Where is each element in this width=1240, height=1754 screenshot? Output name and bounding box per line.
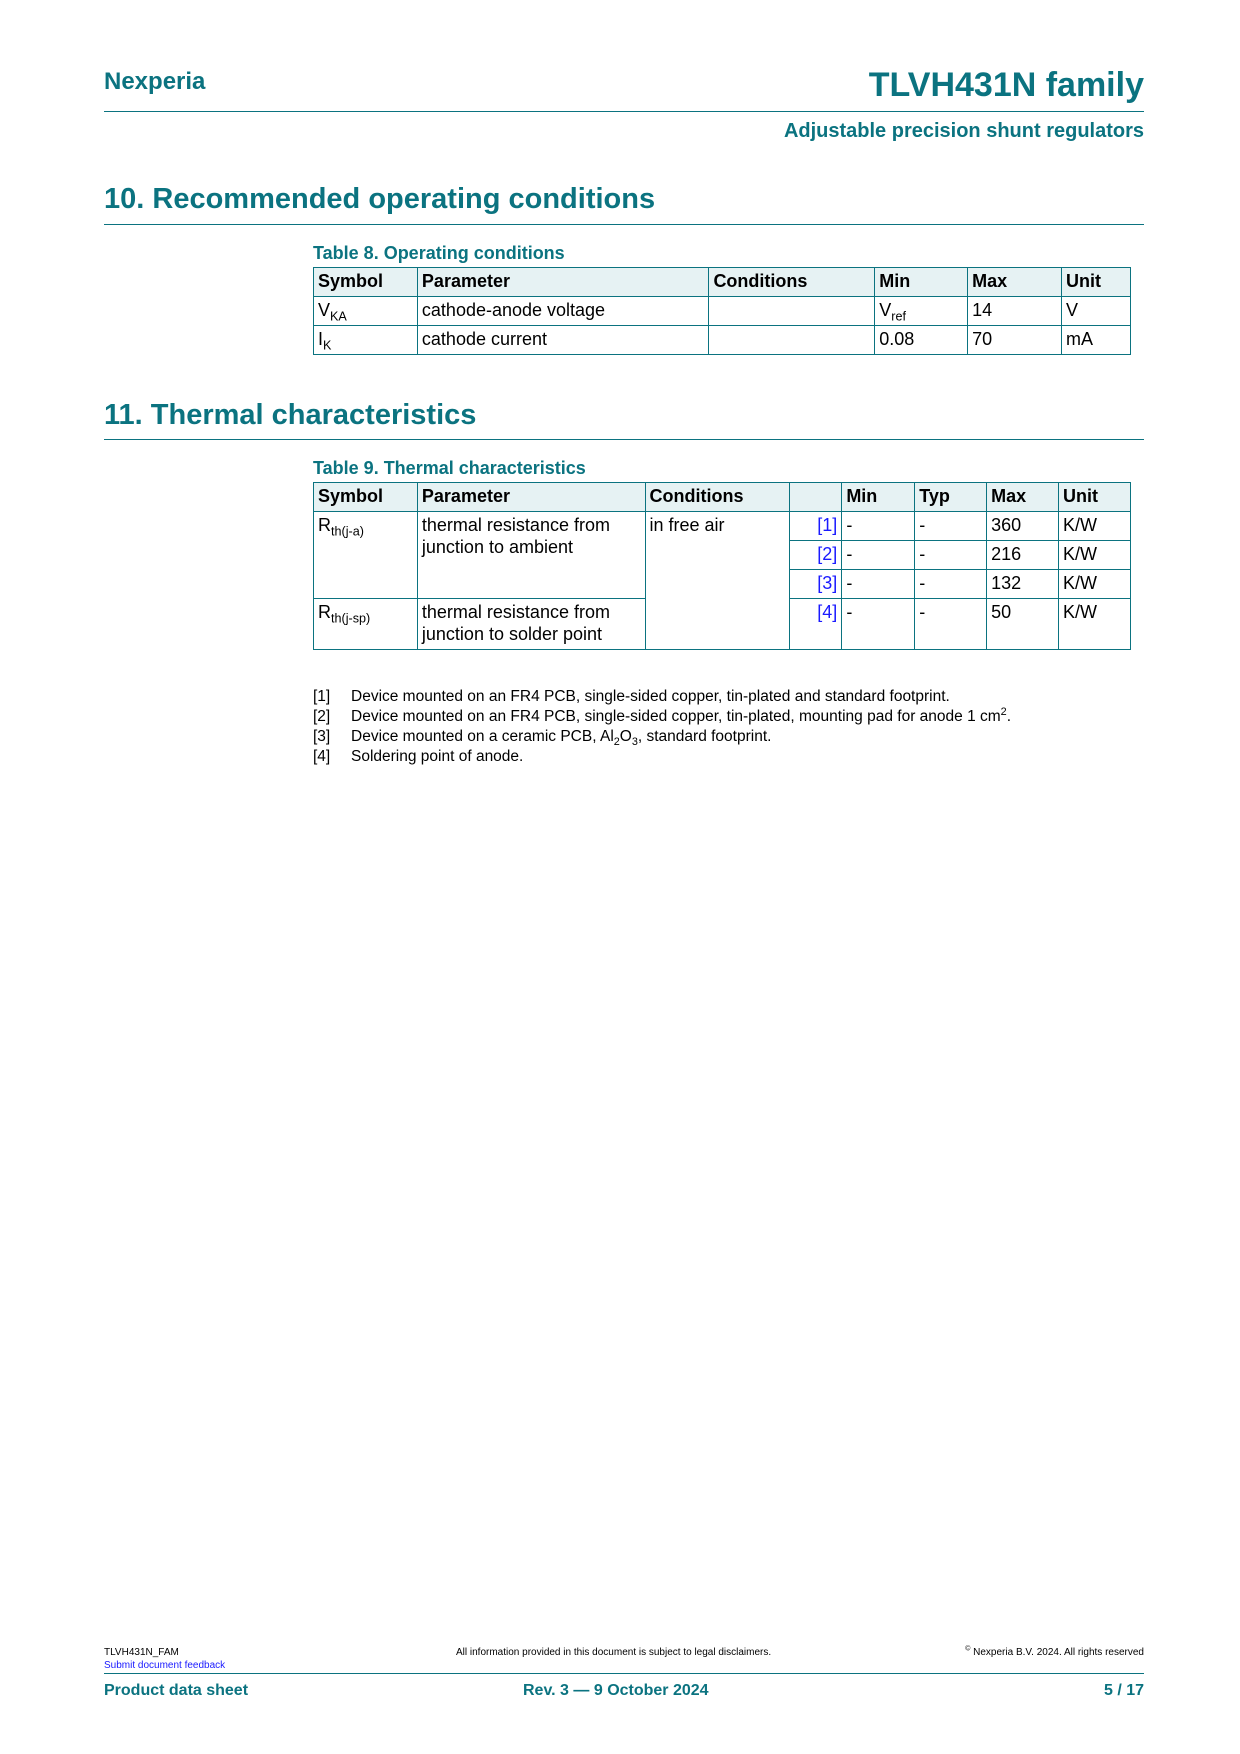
column-header: Parameter <box>417 483 645 512</box>
footnote: [3] Device mounted on a ceramic PCB, $Al_2O_3$, standard footprint. <box>313 728 772 749</box>
table-row <box>314 297 1131 326</box>
footnote-link[interactable]: [1] <box>790 512 842 541</box>
footnote-link[interactable]: [2] <box>790 541 842 570</box>
min-cell: - <box>842 541 915 570</box>
footnote: [2] Device mounted on an FR4 PCB, single-sided copper, tin-plated, mounting pad for anode 1 $cm^2$. <box>313 705 1011 725</box>
typ-cell: - <box>915 541 987 570</box>
column-header <box>790 483 842 512</box>
header-divider <box>104 111 1144 112</box>
table-footnotes <box>313 687 1011 767</box>
copyright-notice: © Nexperia B.V. 2024. All rights reserved <box>965 1645 1144 1658</box>
parameter-cell: thermal resistance from junction to solder point <box>417 599 645 650</box>
table-8-title: Table 8. Operating conditions <box>313 243 565 263</box>
legal-disclaimer: All information provided in this document is subject to legal disclaimers. <box>456 1647 772 1658</box>
footer-divider <box>104 1673 1144 1674</box>
section-10-title: 10. Recommended operating conditions <box>104 183 656 215</box>
max-cell: 50 <box>987 599 1059 650</box>
unit-cell: K/W <box>1059 599 1131 650</box>
parameter-cell: cathode-anode voltage <box>417 297 709 326</box>
min-cell: 0.08 <box>875 326 968 355</box>
footnote-link[interactable]: [3] <box>790 570 842 599</box>
document-id: TLVH431N_FAM <box>104 1647 179 1658</box>
revision-info: Rev. 3 — 9 October 2024 <box>523 1682 709 1699</box>
typ-cell: - <box>915 512 987 541</box>
conditions-cell <box>709 326 875 355</box>
feedback-link[interactable]: Submit document feedback <box>104 1660 226 1671</box>
parameter-cell: cathode current <box>417 326 709 355</box>
symbol-cell: $I_K$ <box>314 326 418 355</box>
conditions-cell <box>709 297 875 326</box>
min-cell: - <box>842 599 915 650</box>
symbol-cell: $R_{th(j-sp)}$ <box>314 599 418 650</box>
column-header: Min <box>875 268 968 297</box>
max-cell: 14 <box>968 297 1062 326</box>
column-header: Max <box>968 268 1062 297</box>
thermal-characteristics-table <box>313 482 1131 650</box>
typ-cell: - <box>915 570 987 599</box>
column-header: Conditions <box>709 268 875 297</box>
footnote: [4] Soldering point of anode. <box>313 748 524 765</box>
section-11-divider <box>104 439 1144 440</box>
column-header: Parameter <box>417 268 709 297</box>
column-header: Symbol <box>314 483 418 512</box>
min-cell: $V_{ref}$ <box>875 297 968 326</box>
column-header: Typ <box>915 483 987 512</box>
column-header: Unit <box>1059 483 1131 512</box>
brand-name: Nexperia <box>104 68 206 95</box>
table-9-title: Table 9. Thermal characteristics <box>313 458 586 478</box>
max-cell: 132 <box>987 570 1059 599</box>
footnote-link[interactable]: [4] <box>790 599 842 650</box>
operating-conditions-table <box>313 267 1131 355</box>
column-header: Min <box>842 483 915 512</box>
table-header-row <box>314 268 1131 297</box>
document-type: Product data sheet <box>104 1682 249 1699</box>
conditions-cell: in free air <box>645 512 790 650</box>
section-10-divider <box>104 224 1144 225</box>
min-cell: - <box>842 570 915 599</box>
parameter-cell: thermal resistance from junction to ambient <box>417 512 645 599</box>
column-header: Unit <box>1062 268 1131 297</box>
table-header-row <box>314 483 1131 512</box>
table-row <box>314 326 1131 355</box>
column-header: Max <box>987 483 1059 512</box>
unit-cell: K/W <box>1059 512 1131 541</box>
section-11-title: 11. Thermal characteristics <box>104 399 477 431</box>
document-title: TLVH431N family <box>868 66 1144 104</box>
column-header: Symbol <box>314 268 418 297</box>
symbol-cell: $R_{th(j-a)}$ <box>314 512 418 599</box>
column-header: Conditions <box>645 483 790 512</box>
max-cell: 360 <box>987 512 1059 541</box>
footnote: [1] Device mounted on an FR4 PCB, single-sided copper, tin-plated and standard footprint. <box>313 688 950 705</box>
document-subtitle: Adjustable precision shunt regulators <box>783 120 1144 142</box>
table-row <box>314 512 1131 541</box>
unit-cell: V <box>1062 297 1131 326</box>
symbol-cell: $V_{KA}$ <box>314 297 418 326</box>
typ-cell: - <box>915 599 987 650</box>
max-cell: 216 <box>987 541 1059 570</box>
unit-cell: mA <box>1062 326 1131 355</box>
min-cell: - <box>842 512 915 541</box>
unit-cell: K/W <box>1059 570 1131 599</box>
unit-cell: K/W <box>1059 541 1131 570</box>
max-cell: 70 <box>968 326 1062 355</box>
page-number: 5 / 17 <box>1103 1682 1144 1699</box>
